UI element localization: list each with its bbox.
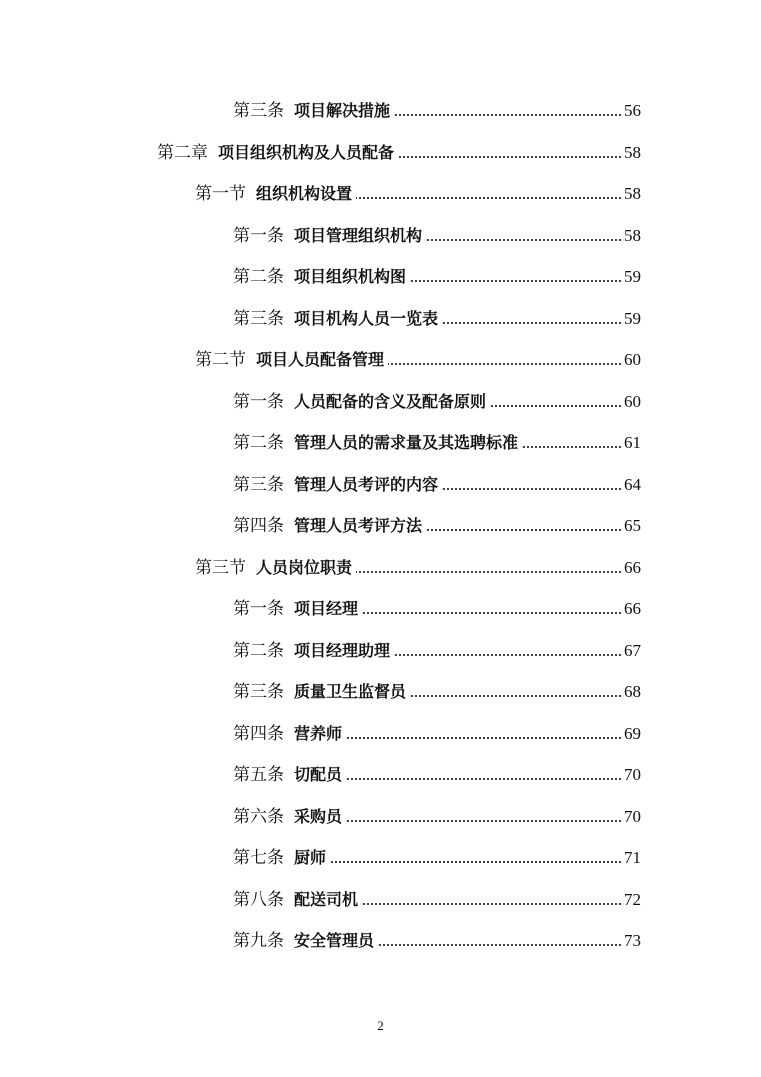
toc-entry-page: 56 (624, 101, 641, 120)
toc-entry-title: 管理人员的需求量及其选聘标准 (294, 433, 519, 452)
toc-entry-page: 64 (624, 475, 641, 494)
toc-entry-number: 第七条 (233, 848, 284, 868)
toc-entry[interactable] (233, 636, 641, 662)
toc-entry[interactable] (233, 594, 641, 620)
toc-dot-leader (356, 570, 622, 574)
toc-dot-leader (346, 777, 622, 781)
toc-entry-page: 73 (624, 931, 641, 950)
toc-entry-number: 第一节 (195, 184, 246, 204)
toc-dot-leader (394, 113, 622, 117)
toc-entry-page: 58 (624, 184, 641, 203)
toc-entry-title: 采购员 (294, 807, 343, 826)
toc-dot-leader (490, 404, 622, 408)
toc-entry[interactable] (195, 345, 641, 371)
toc-entry-number: 第二条 (233, 433, 284, 453)
toc-entry[interactable] (233, 677, 641, 703)
toc-entry-page: 67 (624, 641, 641, 660)
toc-dot-leader (388, 362, 622, 366)
toc-entry-title: 组织机构设置 (256, 184, 353, 203)
toc-entry-title: 管理人员考评方法 (294, 516, 423, 535)
page-number: 2 (377, 1018, 384, 1033)
toc-entry[interactable] (157, 138, 641, 164)
toc-entry-title: 营养师 (294, 724, 343, 743)
toc-entry-page: 66 (624, 558, 641, 577)
toc-entry-page: 60 (624, 350, 641, 369)
toc-dot-leader (346, 736, 622, 740)
toc-dot-leader (410, 694, 622, 698)
toc-entry-title: 人员岗位职责 (256, 558, 353, 577)
toc-entry-number: 第一条 (233, 599, 284, 619)
toc-entry-page: 59 (624, 309, 641, 328)
toc-entry-title: 切配员 (294, 765, 343, 784)
toc-entry-page: 71 (624, 848, 641, 867)
toc-entry-number: 第六条 (233, 807, 284, 827)
toc-entry-number: 第三条 (233, 475, 284, 495)
toc-entry-number: 第四条 (233, 516, 284, 536)
toc-entry-number: 第五条 (233, 765, 284, 785)
toc-entry-number: 第二节 (195, 350, 246, 370)
toc-entry-number: 第一条 (233, 226, 284, 246)
toc-entry-number: 第二条 (233, 641, 284, 661)
toc-entry-number: 第九条 (233, 931, 284, 951)
toc-entry-title: 安全管理员 (294, 931, 375, 950)
toc-entry[interactable] (233, 885, 641, 911)
toc-entry-number: 第一条 (233, 392, 284, 412)
toc-entry-title: 项目经理助理 (294, 641, 391, 660)
toc-dot-leader (410, 279, 622, 283)
toc-entry[interactable] (233, 96, 641, 122)
toc-entry-title: 项目管理组织机构 (294, 226, 423, 245)
toc-entry-title: 厨师 (294, 848, 327, 867)
toc-entry[interactable] (233, 843, 641, 869)
toc-entry[interactable] (233, 221, 641, 247)
toc-entry[interactable] (233, 262, 641, 288)
toc-entry-page: 60 (624, 392, 641, 411)
toc-entry-number: 第三条 (233, 309, 284, 329)
toc-dot-leader (442, 321, 622, 325)
toc-dot-leader (362, 611, 622, 615)
toc-entry-title: 管理人员考评的内容 (294, 475, 439, 494)
toc-dot-leader (442, 487, 622, 491)
toc-entry-number: 第三条 (233, 682, 284, 702)
toc-entry-number: 第三条 (233, 101, 284, 121)
toc-entry-title: 项目人员配备管理 (256, 350, 385, 369)
toc-dot-leader (346, 819, 622, 823)
toc-entry-page: 61 (624, 433, 641, 452)
toc-entry-title: 项目经理 (294, 599, 359, 618)
toc-entry-title: 项目组织机构及人员配备 (218, 143, 395, 162)
toc-dot-leader (426, 238, 622, 242)
toc-entry[interactable] (233, 304, 641, 330)
toc-entry[interactable] (233, 511, 641, 537)
toc-entry-number: 第二章 (157, 143, 208, 163)
toc-entry-title: 项目机构人员一览表 (294, 309, 439, 328)
toc-dot-leader (426, 528, 622, 532)
toc-entry-title: 人员配备的含义及配备原则 (294, 392, 487, 411)
toc-dot-leader (356, 196, 622, 200)
toc-dot-leader (362, 902, 622, 906)
toc-entry-number: 第二条 (233, 267, 284, 287)
toc-entry[interactable] (195, 179, 641, 205)
toc-entry[interactable] (233, 926, 641, 952)
toc-entry[interactable] (233, 760, 641, 786)
toc-entry-page: 69 (624, 724, 641, 743)
toc-entry-page: 70 (624, 765, 641, 784)
toc-dot-leader (378, 943, 622, 947)
toc-entry[interactable] (233, 470, 641, 496)
toc-entry-page: 59 (624, 267, 641, 286)
toc-entry-page: 58 (624, 143, 641, 162)
toc-dot-leader (394, 653, 622, 657)
toc-entry[interactable] (233, 387, 641, 413)
toc-entry-page: 70 (624, 807, 641, 826)
toc-entry[interactable] (233, 719, 641, 745)
toc-dot-leader (398, 155, 622, 159)
toc-entry-number: 第八条 (233, 890, 284, 910)
toc-dot-leader (522, 445, 622, 449)
toc-entry-title: 项目解决措施 (294, 101, 391, 120)
toc-entry-page: 65 (624, 516, 641, 535)
toc-entry-title: 质量卫生监督员 (294, 682, 407, 701)
toc-entry[interactable] (195, 553, 641, 579)
toc-dot-leader (330, 860, 622, 864)
toc-entry-title: 配送司机 (294, 890, 359, 909)
toc-entry-page: 66 (624, 599, 641, 618)
toc-entry-page: 68 (624, 682, 641, 701)
toc-entry-number: 第三节 (195, 558, 246, 578)
toc-entry-page: 72 (624, 890, 641, 909)
toc-entry-title: 项目组织机构图 (294, 267, 407, 286)
toc-entry[interactable] (233, 428, 641, 454)
toc-entry-number: 第四条 (233, 724, 284, 744)
toc-entry-page: 58 (624, 226, 641, 245)
toc-entry[interactable] (233, 802, 641, 828)
